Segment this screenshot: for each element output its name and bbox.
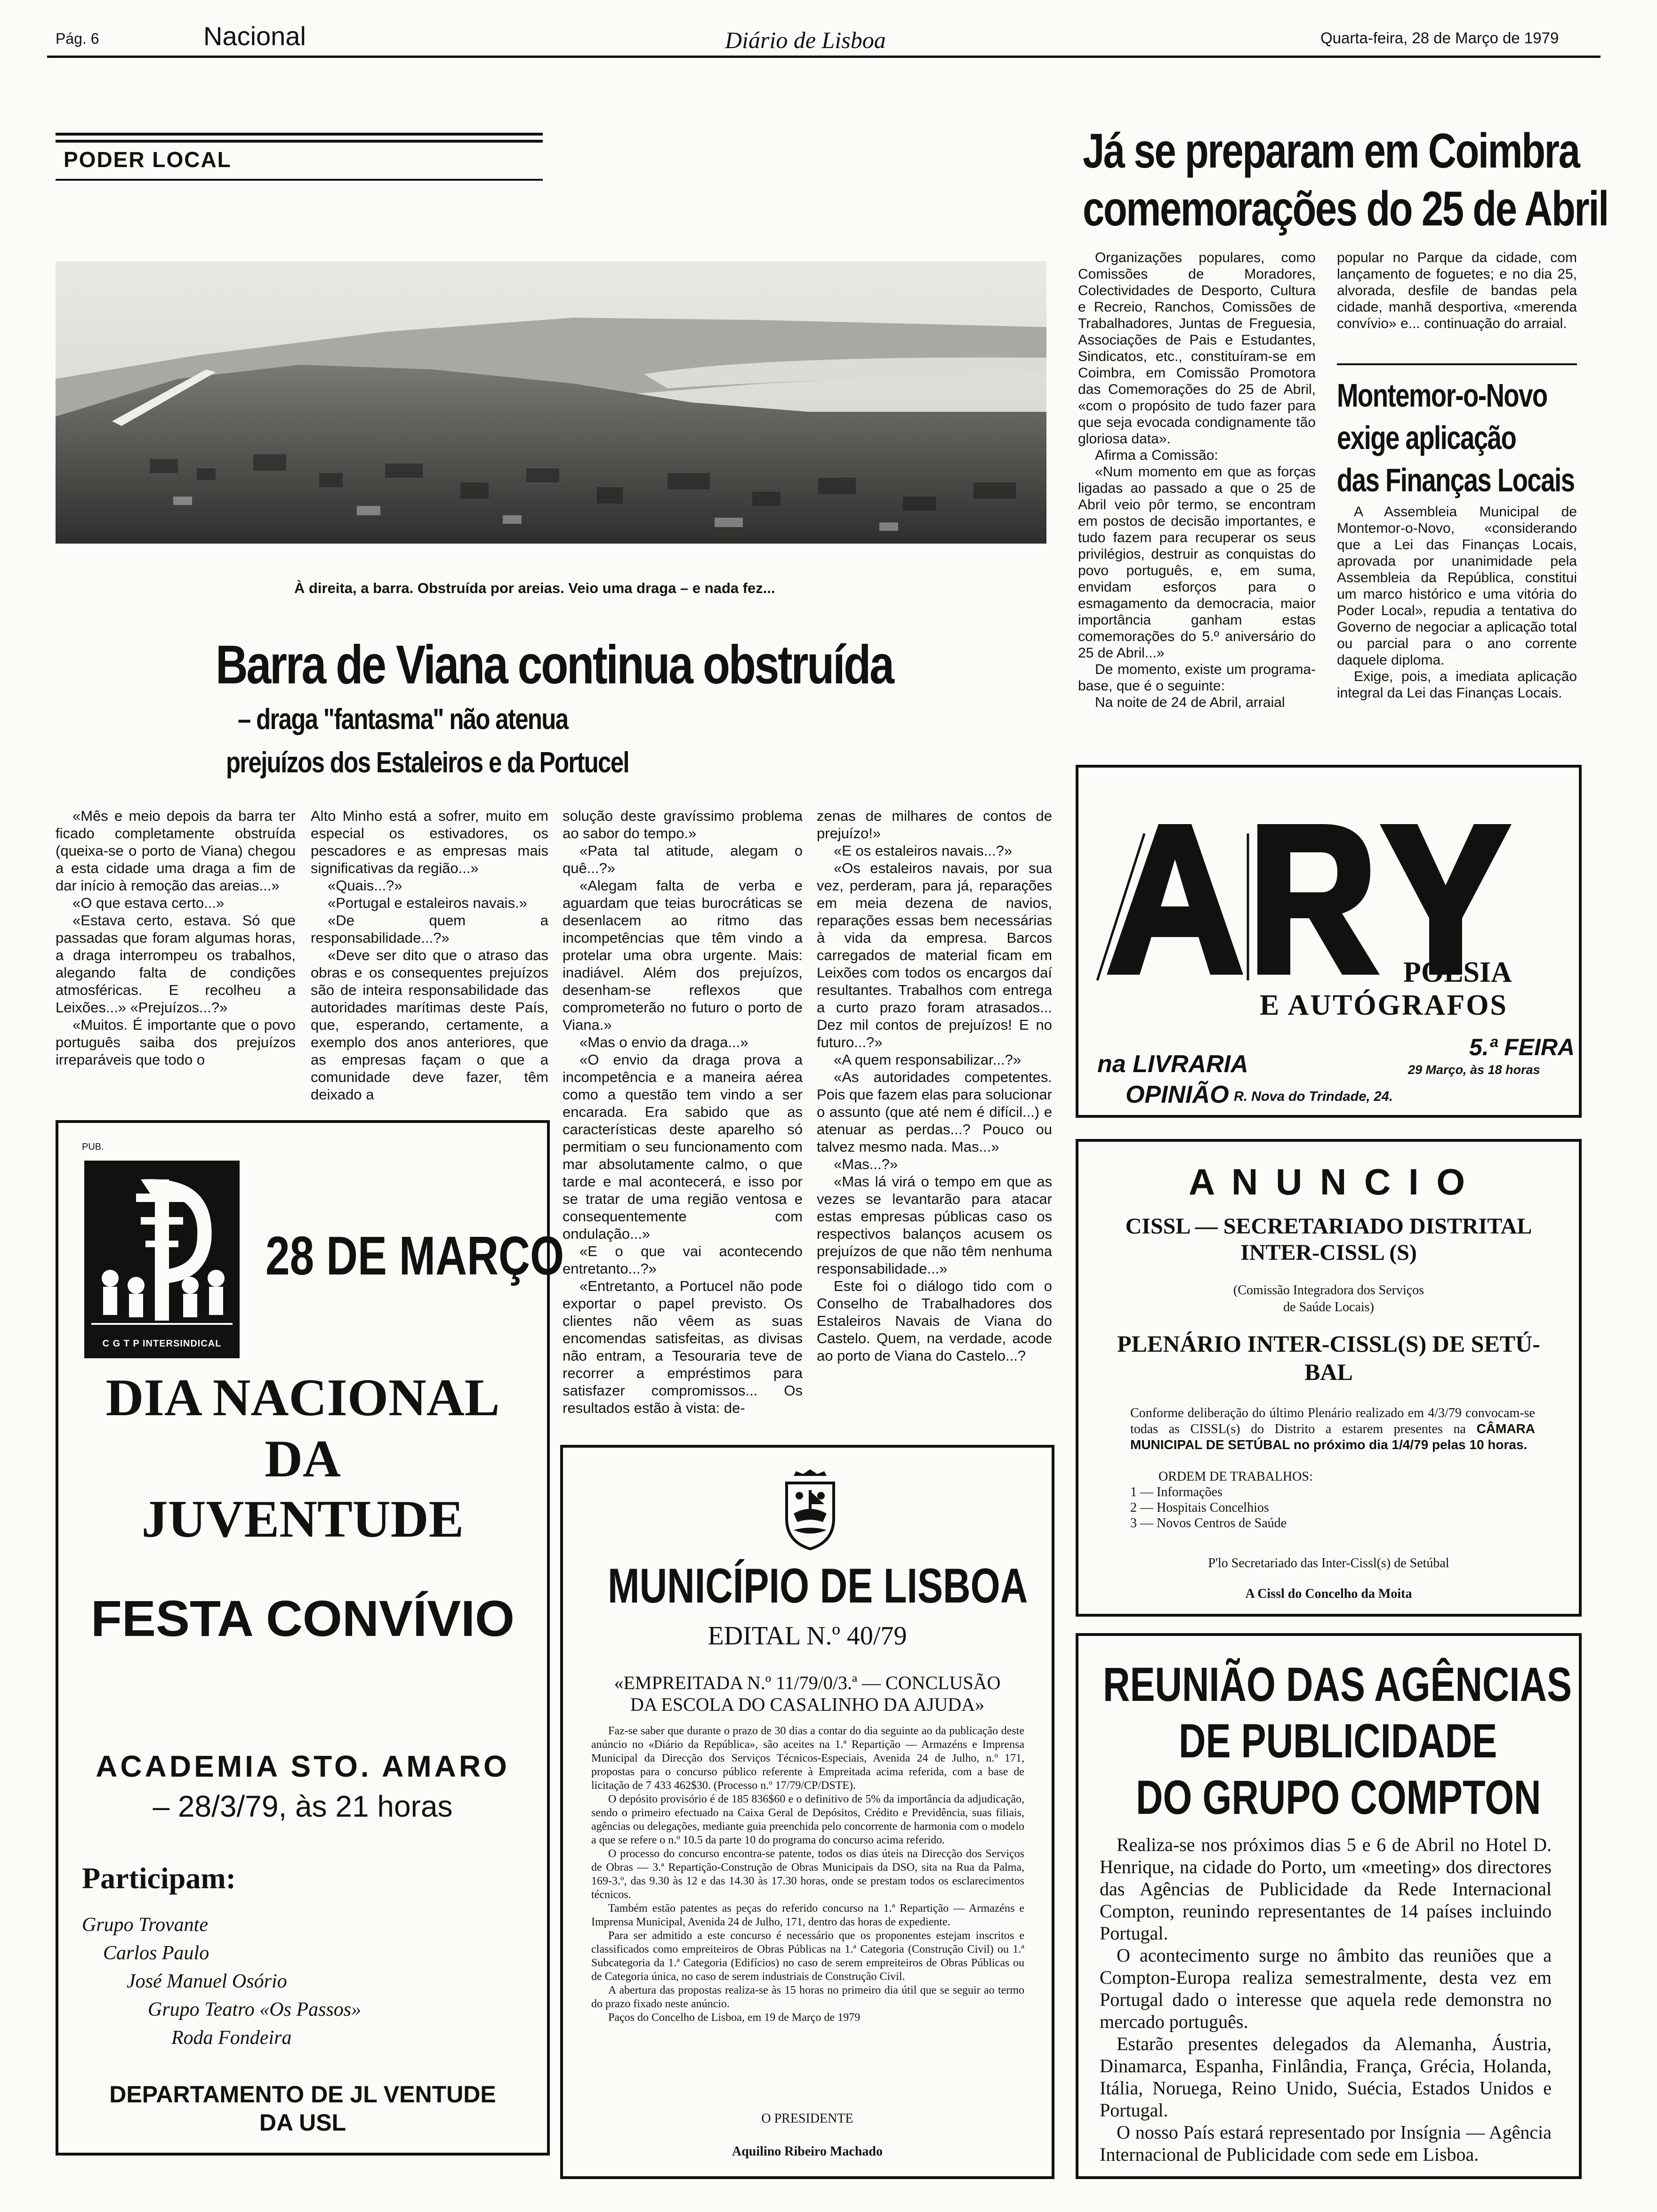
anuncio-plenario-2: BAL (1304, 1359, 1353, 1385)
ary-poesia: POESIA (1403, 956, 1512, 988)
ad-dia-juventude (56, 1120, 564, 2156)
pub-label: PUB. (82, 1142, 104, 1152)
ary-venue-livraria: na LIVRARIA (1097, 1050, 1248, 1078)
participant-1: Grupo Trovante (82, 1914, 208, 1936)
article-coimbra-col2: popular no Parque da cidade, com lançamento de foguetes; e no dia 25, alvorada, desfile de bandas pela cidade, manhã desportiva, «merenda convívio» e... continuação do arraial. (1337, 250, 1577, 331)
juventude-title-1: DIA NACIONAL (105, 1369, 500, 1427)
lisboa-coat-of-arms-icon (780, 1467, 841, 1551)
cgtp-logo (84, 1161, 240, 1358)
subhead-prejuizos: prejuízos dos Estaleiros e da Portucel (226, 746, 629, 779)
headline-montemor-3: das Finanças Locais (1337, 462, 1575, 498)
juventude-footer-2: DA USL (259, 2109, 346, 2136)
section-rule-top (56, 133, 543, 136)
juventude-participam: Participam: (82, 1861, 236, 1895)
anuncio-org-2: INTER-CISSL (S) (1240, 1240, 1417, 1265)
participant-4: Grupo Teatro «Os Passos» (148, 1999, 362, 2020)
compton-title-3: DO GRUPO COMPTON (1136, 1771, 1541, 1824)
montemor-rule (1337, 363, 1577, 365)
article-barra-col3: solução deste gravíssimo problema ao sabor do tempo.» «Pata tal atitude, alegam o quê...?» «Alegam falta de verba e aguardam que teias burocráticas se desenlacem ao ritmo das incompetências que têm vindo a protelar uma obra urgente. Mais: inadiável. Além dos prejuízos, desenham-se reflexos que comprometerão no futuro o porto de Viana.» «Mas o envio da draga...» «O envio da draga prova a incompetência e a maneira aérea como a questão tem vindo a ser encarada. Era sabido que as características deste aparelho só permitiam o seu funcionamento com mar absolutamente calmo, o que tarde e mal acontecerá, e isso por se tratar de uma região ventosa e consequentemente com ondulação...» «E o que vai acontecendo entretanto...?» «Entretanto, a Portucel não pode exportar o papel previsto. Os clientes não vêem as suas encomendas satisfeitas, as divisas não entram, a Tesouraria teve de recorrer a empréstimos para satisfazer compromissos... Os resultados estão à vista: de- (563, 808, 803, 1416)
juventude-footer-1: DEPARTAMENTO DE JL VENTUDE (109, 2081, 496, 2108)
ary-venue-opiniao: OPINIÃO (1126, 1081, 1229, 1108)
aerial-photo-barra (56, 261, 1046, 544)
anuncio-note-2: de Saúde Locais) (1283, 1300, 1374, 1314)
ary-address: R. Nova do Trindade, 24. (1234, 1089, 1393, 1104)
municipio-sign-1: O PRESIDENTE (761, 2111, 853, 2126)
cgtp-logo-text: C G T P INTERSINDICAL (102, 1338, 222, 1349)
juventude-when: – 28/3/79, às 21 horas (153, 1789, 453, 1823)
compton-body: Realiza-se nos próximos dias 5 e 6 de Abril no Hotel D. Henrique, na cidade do Porto, um «meeting» dos directores das Agências de Publicidade da Rede Internacional Compton, reunindo representantes de 14 países incluindo Portugal. O acontecimento surge no âmbito das reuniões que a Compton-Europa realiza semestralmente, desta vez em Portugal dado o interesse que aquela rede demonstra no mercado português. Estarão presentes delegados da Alemanha, Áustria, Dinamarca, Espanha, Finlândia, França, Grécia, Holanda, Itália, Noruega, Reino Unido, Suécia, Estados Unidos e Portugal. O nosso País estará representado por Insígnia — Agência Internacional de Publicidade com sede em Lisboa. (1100, 1834, 1552, 2165)
anuncio-title: A N U N C I O (1188, 1161, 1469, 1202)
headline-montemor-1: Montemor-o-Novo (1337, 377, 1547, 414)
juventude-date: 28 DE MARÇO (265, 1225, 564, 1286)
article-coimbra-col1: Organizações populares, como Comissões de Moradores, Colectividades de Desporto, Cultura e Recreio, Ranchos, Comissões de Trabalhadores, Juntas de Freguesia, Associações de Pais e Estudantes, Sindicatos, etc., constituíram-se em Coimbra, em Comissão Promotora das Comemorações do 25 de Abril, «com o propósito de tudo fazer para que seja evocada condignamente tão gloriosa data». Afirma a Comissão: «Num momento em que as forças ligadas ao passado a que o 25 de Abril veio pôr termo, se encontram em postos de decisão importantes, e tudo fazem para recuperar os seus privilégios, destruir as conquistas do povo português, e, em suma, envidam esforços para o esmagamento da democracia, maior importância ganham estas comemorações do 5.º aniversário do 25 de Abril...» De momento, existe um programa-base, que é o seguinte: Na noite de 24 de Abril, arraial (1078, 250, 1316, 710)
anuncio-org-1: CISSL — SECRETARIADO DISTRITAL (1125, 1214, 1532, 1239)
section-label-poder-local: PODER LOCAL (64, 147, 232, 172)
photo-caption: À direita, a barra. Obstruída por areias. Veio uma draga – e nada fez... (294, 580, 775, 596)
page-number: Pág. 6 (56, 30, 99, 47)
article-barra-col4: zenas de milhares de contos de prejuízo!» «E os estaleiros navais...?» «Os estaleiros navais, por sua vez, perderam, para já, reparações em meia dezena de navios, reparações essas bem necessárias à vida da empresa. Barcos carregados de material ficam em Leixões com todos os encargos daí resultantes. Trabalhos com entrega a curto prazo foram atrasados... Dez mil contos de prejuízos! E no futuro...?» «A quem responsabilizar...?» «As autoridades competentes. Pois que fazem elas para solucionar o assunto (que até nem é difícil...) e atenuar as perdas...? Pouco ou talvez mesmo nada. Mas...» «Mas...?» «Mas lá virá o tempo em que as vezes se levantarão para atacar estas empresas públicas caso os respectivos balanços acusem os prejuízos de que não têm nenhuma responsabilidade...» Este foi o diálogo tido com o Conselho de Trabalhadores dos Estaleiros Navais de Viana do Castelo. Quem, na verdade, acode ao porto de Viana do Castelo...? (817, 808, 1052, 1364)
article-barra-col1: «Mês e meio depois da barra ter ficado completamente obstruída (queixa-se o porto de Viana) chegou a esta cidade uma draga a fim de dar início à remoção das areias...» «O que estava certo...» «Estava certo, estava. Só que passadas que foram algumas horas, a draga interrompeu os trabalhos, alegando falta de condições atmosféricas. E recolheu a Leixões...» «Prejuízos...?» «Muitos. É importante que o povo português saiba dos prejuízos irreparáveis que todo o (56, 808, 296, 1068)
headline-barra-viana: Barra de Viana continua obstruída (216, 634, 893, 695)
anuncio-body: Conforme deliberação do último Plenário realizado em 4/3/79 convocam-se todas as CISSL(s) do Distrito a estarem presentes na CÂMARA MUNICIPAL DE SETÚBAL no próximo dia 1/4/79 pelas 10 horas. (1130, 1406, 1535, 1452)
anuncio-note-1: (Comissão Integradora dos Serviços (1233, 1283, 1424, 1298)
headline-montemor-2: exige aplicação (1337, 419, 1516, 456)
anuncio-ordem: ORDEM DE TRABALHOS: 1 — Informações 2 — Hospitais Concelhios 3 — Novos Centros de Saúde (1130, 1469, 1313, 1531)
juventude-title-3: JUVENTUDE (141, 1490, 464, 1548)
juventude-venue: ACADEMIA STO. AMARO (96, 1749, 510, 1783)
section-name: Nacional (203, 21, 306, 51)
participant-2: Carlos Paulo (103, 1942, 209, 1964)
municipio-empreitada-1: «EMPREITADA N.º 11/79/0/3.ª — CONCLUSÃO (614, 1672, 1001, 1693)
ary-day: 5.ª FEIRA (1469, 1034, 1575, 1060)
headline-coimbra-2: comemorações do 25 de Abril (1083, 182, 1608, 236)
participant-3: José Manuel Osório (127, 1971, 287, 1992)
ary-datetime: 29 Março, às 18 horas (1408, 1063, 1540, 1077)
municipio-empreitada-2: DA ESCOLA DO CASALINHO DA AJUDA» (630, 1694, 985, 1715)
anuncio-plenario-1: PLENÁRIO INTER-CISSL(S) DE SETÚ- (1117, 1330, 1540, 1357)
masthead: Diário de Lisboa (725, 27, 886, 53)
anuncio-sign-2: A Cissl do Concelho da Moita (1245, 1587, 1412, 1601)
juventude-festa: FESTA CONVÍVIO (90, 1590, 515, 1647)
ary-autografos: E AUTÓGRAFOS (1260, 989, 1508, 1021)
ad-ary-poesia (1076, 765, 1582, 1118)
ad-municipio-lisboa (560, 1445, 1054, 2179)
header-rule (47, 56, 1601, 58)
ad-compton (1076, 1633, 1582, 2179)
municipio-title: MUNICÍPIO DE LISBOA (608, 1559, 1028, 1613)
subhead-draga: – draga "fantasma" não atenua (238, 703, 568, 736)
ad-anuncio-cissl (1076, 1139, 1582, 1617)
municipio-edital: EDITAL N.º 40/79 (708, 1621, 907, 1651)
article-montemor: A Assembleia Municipal de Montemor-o-Novo, «considerando que a Lei das Finanças Locais, aprovada por unanimidade pela Assembleia da República, constitui um marco histórico e uma vitória do Poder Local», repudia a tentativa do Governo de negociar a aplicação total ou parcial para o ano corrente daquele diploma. Exige, pois, a imediata aplicação integral da Lei das Finanças Locais. (1337, 504, 1577, 701)
aerial-photo-drawing (56, 261, 1046, 544)
headline-coimbra-1: Já se preparam em Coimbra (1083, 124, 1579, 178)
anuncio-sign-1: P'lo Secretariado das Inter-Cissl(s) de Setúbal (1208, 1556, 1449, 1571)
participant-5: Roda Fondeira (171, 2027, 292, 2049)
cgtp-emblem-icon (84, 1161, 240, 1358)
juventude-title-2: DA (265, 1430, 341, 1488)
issue-date: Quarta-feira, 28 de Março de 1979 (1320, 29, 1559, 47)
section-rule-mid (56, 140, 543, 143)
section-rule-bottom (56, 179, 543, 181)
compton-title-1: REUNIÃO DAS AGÊNCIAS (1103, 1658, 1572, 1711)
municipio-body: Faz-se saber que durante o prazo de 30 dias a contar do dia seguinte ao da publicação deste anúncio no «Diário da República», são aceites na 1.ª Repartição — Armazéns e Imprensa Municipal da Direcção dos Serviços Técnicos-Especiais, Avenida 24 de Julho, n.º 171, propostas para o concurso público referente à Empreitada acima referida, com a base de licitação de 7 433 462$30. (Processo n.º 17/79/CP/DSTE). O depósito provisório é de 185 836$60 e o definitivo de 5% da importância da adjudicação, sendo o primeiro efectuado na Caixa Geral de Depósitos, Crédito e Previdência, suas filiais, agências ou delegações, mediante guia preenchida pelo concorrente de harmonia com o modelo a que se refere o n.º 10.5 da parte 10 do programa do concurso acima referido. O processo do concurso encontra-se patente, todos os dias úteis na Direcção dos Serviços de Obras — 3.ª Repartição-Construção de Obras Municipais da DSO, sita na Rua da Palma, 169-3.º, das 9.30 às 12 e das 14.30 às 17.30 horas, onde se prestam todos os esclarecimentos técnicos. Também estão patentes as peças do referido concurso na 1.ª Repartição — Armazéns e Imprensa Municipal, Avenida 24 de Julho, 171, dentro das horas de expediente. Para ser admitido a este concurso é necessário que os proponentes estejam inscritos e classificados como empreiteiros de Obras Públicas na 1.ª Categoria (Construção Civil) ou 1.ª Subcategoria da 1.ª Categoria (Edifícios) no caso de serem empreiteiros de Obras Públicas ou de Categoria única, no caso de serem industriais de Construção Civil. A abertura das propostas realiza-se às 15 horas no primeiro dia útil que se seguir ao termo do prazo fixado neste anúncio. Paços do Concelho de Lisboa, em 19 de Março de 1979 (591, 1725, 1024, 2024)
article-barra-col2: Alto Minho está a sofrer, muito em especial os estivadores, os pescadores e as empresas mais significativas da região...» «Quais...?» «Portugal e estaleiros navais.» «De quem a responsabilidade...?» «Deve ser dito que o atraso das obras e os consequentes prejuízos são de inteira responsabilidade das autoridades marítimas deste País, que, esperando, certamente, a exemplo dos anos anteriores, que as empresas façam o que a comunidade deve fazer, têm deixado a (311, 808, 548, 1103)
compton-title-2: DE PUBLICIDADE (1179, 1714, 1497, 1768)
municipio-sign-2: Aquilino Ribeiro Machado (732, 2144, 883, 2159)
